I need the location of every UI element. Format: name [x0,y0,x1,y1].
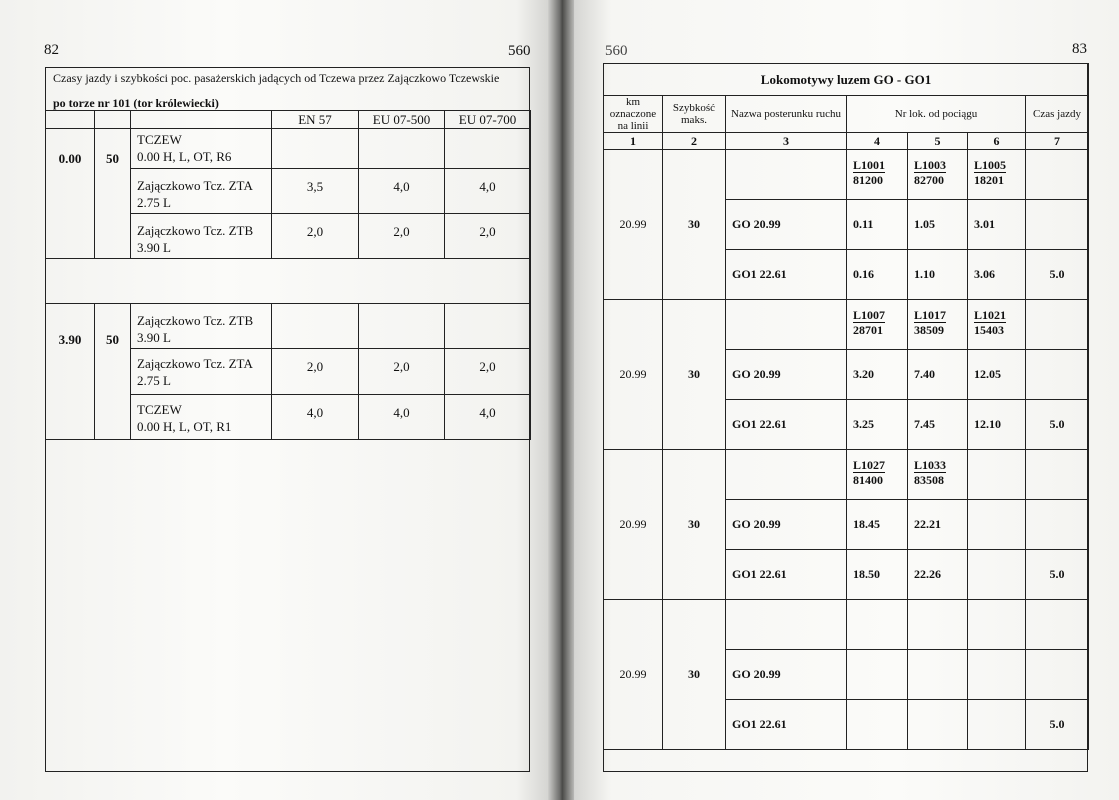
train-loco: 38509 [914,323,944,337]
left-station-name: Zajączkowo Tcz. ZTB [137,313,254,328]
travel-time [1026,500,1089,550]
empty-cell [726,450,847,500]
time-value [968,700,1026,750]
train-cell [908,300,968,350]
left-row [46,304,531,349]
left-station-detail: 0.00 H, L, OT, R6 [137,149,232,164]
station-name: GO 20.99 [726,650,847,700]
left-header-row [46,111,531,129]
time-value: 22.26 [908,550,968,600]
station-name: GO 20.99 [726,500,847,550]
time-value: 0.11 [847,200,908,250]
train-loco: 83508 [914,473,944,487]
speed-value: 30 [663,300,726,450]
column-number: 4 [847,133,908,150]
left-schedule-table [45,110,531,440]
right-page-number: 83 [1072,41,1087,57]
right-section-number: 560 [605,43,628,59]
train-cell [968,300,1026,350]
time-value: 22.21 [908,500,968,550]
left-value: 2,0 [359,214,445,259]
train-row [604,450,1089,500]
left-station-cell [131,214,272,259]
left-station-cell [131,129,272,169]
header-station-name: Nazwa posterunku ruchu [726,96,847,133]
left-station-name: Zajączkowo Tcz. ZTA [137,178,253,193]
column-number: 7 [1026,133,1089,150]
km-value: 20.99 [604,600,663,750]
train-cell [968,150,1026,200]
empty-cell [726,300,847,350]
train-row [604,150,1089,200]
time-value [847,700,908,750]
header-speed: Szybkość maks. [663,96,726,133]
left-station-cell [131,169,272,214]
left-spacer [46,259,531,304]
header-km: km oznaczone na linii [604,96,663,133]
train-number: L1001 [853,158,886,172]
left-value [359,129,445,169]
left-station-name: TCZEW [137,402,182,417]
left-table-title: Czasy jazdy i szybkości poc. pasażerskich jadących od Tczewa przez Zajączkowo Tczewskie [53,71,500,85]
left-header-km [46,111,95,129]
column-number: 5 [908,133,968,150]
left-station-name: Zajączkowo Tcz. ZTB [137,223,254,238]
left-km: 3.90 [46,304,95,440]
column-number: 2 [663,133,726,150]
train-number: L1003 [914,158,947,172]
train-row [604,600,1089,650]
left-station-detail: 2.75 L [137,373,171,388]
empty-cell [726,600,847,650]
left-value: 2,0 [272,349,359,395]
time-value: 12.10 [968,400,1026,450]
train-cell [847,150,908,200]
train-cell [847,300,908,350]
header-travel-time: Czas jazdy [1026,96,1089,133]
train-loco: 18201 [974,173,1004,187]
left-value: 2,0 [445,214,531,259]
travel-time [1026,200,1089,250]
empty-cell [726,150,847,200]
left-speed: 50 [95,129,131,259]
time-value: 0.16 [847,250,908,300]
left-station-cell [131,395,272,440]
station-name: GO1 22.61 [726,250,847,300]
travel-time: 5.0 [1026,550,1089,600]
left-station-detail: 3.90 L [137,240,171,255]
column-number: 3 [726,133,847,150]
time-value [968,550,1026,600]
time-value [908,650,968,700]
speed-value: 30 [663,450,726,600]
left-section-number: 560 [508,43,531,59]
time-value: 3.25 [847,400,908,450]
train-number: L1007 [853,308,886,322]
left-value: 3,5 [272,169,359,214]
time-value: 18.50 [847,550,908,600]
train-number: L1033 [914,458,947,472]
left-value: 2,0 [445,349,531,395]
train-loco: 28701 [853,323,883,337]
empty-cell [1026,450,1089,500]
time-value: 1.05 [908,200,968,250]
left-value: 4,0 [445,395,531,440]
time-value: 3.20 [847,350,908,400]
travel-time: 5.0 [1026,700,1089,750]
book-gutter [548,0,574,800]
left-station-name: Zajączkowo Tcz. ZTA [137,356,253,371]
left-station-detail: 3.90 L [137,330,171,345]
train-cell [908,600,968,650]
speed-value: 30 [663,150,726,300]
station-name: GO1 22.61 [726,400,847,450]
left-value: 2,0 [359,349,445,395]
train-cell [908,450,968,500]
left-station-detail: 0.00 H, L, OT, R1 [137,419,232,434]
column-number: 1 [604,133,663,150]
time-value: 3.06 [968,250,1026,300]
time-value [968,650,1026,700]
column-number: 6 [968,133,1026,150]
left-value [272,304,359,349]
time-value [968,500,1026,550]
time-value [908,700,968,750]
left-value [359,304,445,349]
left-value: 4,0 [359,169,445,214]
empty-cell [1026,600,1089,650]
left-speed: 50 [95,304,131,440]
travel-time: 5.0 [1026,400,1089,450]
left-value: 4,0 [359,395,445,440]
left-row [46,129,531,169]
km-value: 20.99 [604,300,663,450]
left-col-header: EU 07-700 [445,111,531,129]
travel-time [1026,650,1089,700]
train-loco: 82700 [914,173,944,187]
right-header-row [604,96,1089,133]
left-col-header: EU 07-500 [359,111,445,129]
travel-time: 5.0 [1026,250,1089,300]
train-loco: 15403 [974,323,1004,337]
header-loco-numbers: Nr lok. od pociągu [847,96,1026,133]
km-value: 20.99 [604,450,663,600]
time-value: 3.01 [968,200,1026,250]
time-value: 7.40 [908,350,968,400]
train-row [604,300,1089,350]
train-cell [847,450,908,500]
station-name: GO 20.99 [726,350,847,400]
left-value: 4,0 [272,395,359,440]
time-value: 18.45 [847,500,908,550]
train-number: L1021 [974,308,1007,322]
station-name: GO1 22.61 [726,550,847,600]
right-table-title: Lokomotywy luzem GO - GO1 [604,64,1089,96]
empty-cell [1026,300,1089,350]
left-value [445,304,531,349]
train-loco: 81400 [853,473,883,487]
left-km: 0.00 [46,129,95,259]
train-cell [968,450,1026,500]
time-value: 12.05 [968,350,1026,400]
time-value [847,650,908,700]
speed-value: 30 [663,600,726,750]
right-schedule-table [603,63,1089,750]
train-cell [908,150,968,200]
left-value [445,129,531,169]
train-number: L1017 [914,308,947,322]
left-value [272,129,359,169]
train-number: L1027 [853,458,886,472]
left-station-name: TCZEW [137,132,182,147]
km-value: 20.99 [604,150,663,300]
left-value: 4,0 [445,169,531,214]
left-col-header: EN 57 [272,111,359,129]
left-station-cell [131,304,272,349]
station-name: GO 20.99 [726,200,847,250]
left-value: 2,0 [272,214,359,259]
left-station-cell [131,349,272,395]
left-page-number: 82 [44,42,59,58]
train-cell [968,600,1026,650]
time-value: 7.45 [908,400,968,450]
train-loco: 81200 [853,173,883,187]
train-cell [847,600,908,650]
left-header-speed [95,111,131,129]
time-value: 1.10 [908,250,968,300]
station-name: GO1 22.61 [726,700,847,750]
right-title-row [604,64,1089,96]
left-header-name [131,111,272,129]
travel-time [1026,350,1089,400]
left-spacer-row [46,259,531,304]
column-number-row [604,133,1089,150]
left-station-detail: 2.75 L [137,195,171,210]
train-number: L1005 [974,158,1007,172]
left-table-subtitle: po torze nr 101 (tor królewiecki) [53,96,219,110]
empty-cell [1026,150,1089,200]
